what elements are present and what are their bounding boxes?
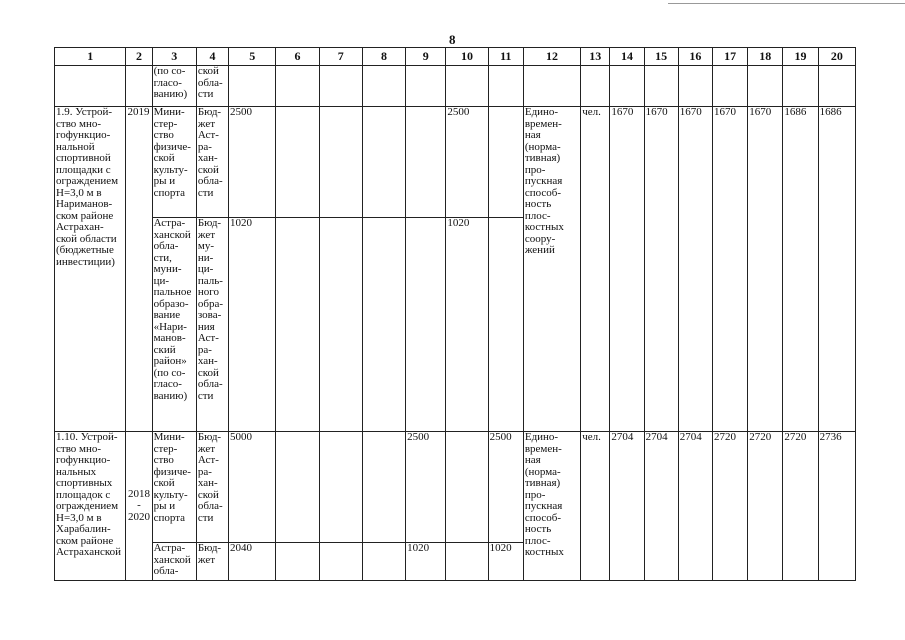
item-1-10-source-a: Бюд- жет Аст- ра- хан- ской обла- сти bbox=[197, 431, 223, 524]
item-1-9-v19: 1686 bbox=[784, 106, 807, 118]
col-header: 11 bbox=[488, 48, 523, 66]
item-1-10-col5-b: 2040 bbox=[230, 542, 253, 554]
top-rule bbox=[668, 3, 905, 4]
col-header: 17 bbox=[712, 48, 747, 66]
item-1-10-name: 1.10. Устрой- ство мно- гофункцио- нальных спортивных площадок с ограждением Н=3,0 м в Харабалин- ском районе Астраханской bbox=[56, 431, 122, 558]
col-header: 6 bbox=[276, 48, 319, 66]
item-1-9-year: 2019 bbox=[127, 106, 150, 118]
col-header: 9 bbox=[406, 48, 446, 66]
col-header: 16 bbox=[678, 48, 712, 66]
item-1-10-v20: 2736 bbox=[819, 431, 842, 443]
col-header: 13 bbox=[581, 48, 610, 66]
col-header: 1 bbox=[55, 48, 126, 66]
item-1-9-indicator: Едино- времен- ная (норма- тивная) про- пускная способ- ность плос- костных соору- жений bbox=[524, 106, 564, 256]
item-1-10-executor-b: Астра- ханской обла- bbox=[153, 542, 191, 577]
item-1-9-source-a: Бюд- жет Аст- ра- хан- ской обла- сти bbox=[197, 106, 223, 199]
item-1-9-v14: 1670 bbox=[611, 106, 634, 118]
item-1-10-v15: 2704 bbox=[645, 431, 668, 443]
item-1-10-col11-b: 1020 bbox=[489, 542, 512, 554]
carry-source: ской обла- сти bbox=[197, 65, 223, 100]
item-1-10-v19: 2720 bbox=[784, 431, 807, 443]
item-1-9-col5-b: 1020 bbox=[230, 217, 253, 229]
table-row bbox=[55, 432, 856, 543]
table-row bbox=[55, 107, 856, 218]
item-1-9-col10-a: 2500 bbox=[447, 106, 470, 118]
col-header: 10 bbox=[446, 48, 488, 66]
item-1-9-v16: 1670 bbox=[679, 106, 702, 118]
col-header: 4 bbox=[196, 48, 228, 66]
item-1-10-v18: 2720 bbox=[749, 431, 772, 443]
item-1-10-source-b: Бюд- жет bbox=[197, 542, 222, 566]
item-1-9-v20: 1686 bbox=[819, 106, 842, 118]
col-header: 5 bbox=[229, 48, 276, 66]
budget-table bbox=[54, 47, 856, 581]
item-1-10-indicator: Едино- времен- ная (норма- тивная) про- пускная способ- ность плос- костных bbox=[524, 431, 564, 558]
item-1-10-year: 2018 - 2020 bbox=[128, 487, 151, 523]
item-1-10-executor-a: Мини- стер- ство физиче- ской культу- ры и спорта bbox=[153, 431, 191, 524]
page-number: 8 bbox=[449, 32, 456, 47]
item-1-10-v17: 2720 bbox=[713, 431, 736, 443]
item-1-9-col10-b: 1020 bbox=[447, 217, 470, 229]
col-header: 15 bbox=[644, 48, 678, 66]
item-1-9-v17: 1670 bbox=[713, 106, 736, 118]
col-header: 18 bbox=[748, 48, 783, 66]
col-header: 2 bbox=[126, 48, 152, 66]
item-1-9-executor-a: Мини- стер- ство физиче- ской культу- ры и спорта bbox=[153, 106, 191, 199]
item-1-9-unit: чел. bbox=[582, 106, 601, 118]
item-1-9-v15: 1670 bbox=[645, 106, 668, 118]
item-1-9-col5-a: 2500 bbox=[230, 106, 253, 118]
item-1-10-col11-a: 2500 bbox=[489, 431, 512, 443]
col-header: 14 bbox=[610, 48, 644, 66]
item-1-9-executor-b: Астра- ханской обла- сти, муни- ци- пальное образо- вание «Нари- манов- ский район» (по со- гласо- ванию) bbox=[153, 217, 192, 402]
item-1-9-v18: 1670 bbox=[749, 106, 772, 118]
column-number-row bbox=[55, 48, 856, 66]
item-1-9-name: 1.9. Устрой- ство мно- гофункцио- нальной спортивной площадки с ограждением Н=3,0 м в Нариманов- ском районе Астрахан- ской области (бюджетные инвестиции) bbox=[56, 106, 119, 268]
item-1-9-source-b: Бюд- жет му- ни- ци- паль- ного обра- зова- ния Аст- ра- хан- ской обла- сти bbox=[197, 217, 224, 402]
item-1-10-unit: чел. bbox=[582, 431, 601, 443]
carry-over-row bbox=[55, 66, 856, 107]
col-header: 20 bbox=[818, 48, 855, 66]
carry-executor: (по со- гласо- ванию) bbox=[153, 65, 188, 100]
item-1-10-col9-b: 1020 bbox=[407, 542, 430, 554]
item-1-10-v14: 2704 bbox=[611, 431, 634, 443]
item-1-10-v16: 2704 bbox=[679, 431, 702, 443]
col-header: 7 bbox=[319, 48, 362, 66]
col-header: 19 bbox=[783, 48, 818, 66]
col-header: 8 bbox=[362, 48, 405, 66]
col-header: 3 bbox=[152, 48, 196, 66]
item-1-10-col5-a: 5000 bbox=[230, 431, 253, 443]
item-1-10-col9-a: 2500 bbox=[407, 431, 430, 443]
col-header: 12 bbox=[523, 48, 580, 66]
